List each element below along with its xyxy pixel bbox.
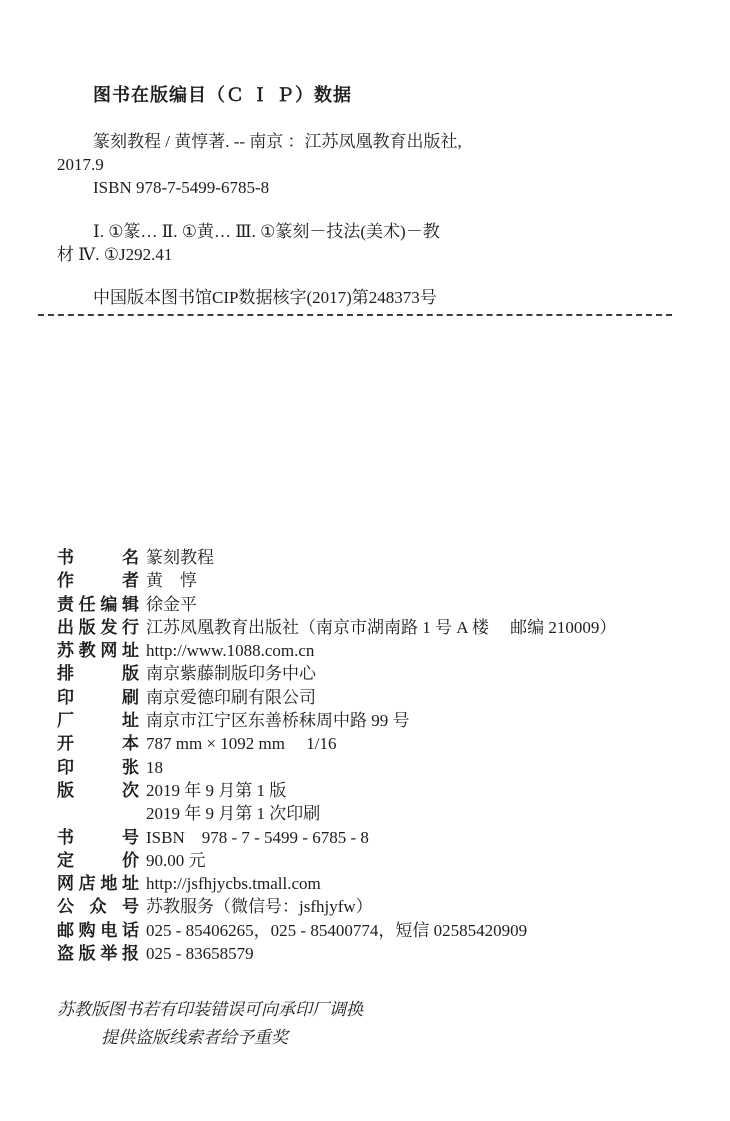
colophon-label: 版次 [57,780,139,800]
cip-entry-line-1: 篆刻教程 / 黄惇著. -- 南京 ：江苏凤凰教育出版社, [93,132,462,151]
cip-heading: 图书在版编目（Ｃ Ｉ Ｐ）数据 [93,85,353,105]
notice-section [57,996,363,1052]
notice-line-2: 提供盗版线索者给予重奖 [101,1028,288,1047]
colophon-row-book-title [57,546,707,569]
colophon-row-sheets [57,756,707,779]
colophon-row-author [57,569,707,592]
colophon-row-printing [57,802,707,825]
colophon-value: ISBN 978 - 7 - 5499 - 6785 - 8 [146,827,369,847]
colophon-label: 定价 [57,850,139,870]
colophon-label: 书名 [57,548,139,567]
colophon-label: 书号 [57,827,139,847]
colophon-row-website [57,639,707,662]
colophon-value: 2019 年 9 月第 1 次印刷 [146,804,321,824]
colophon-row-publisher [57,616,707,639]
cip-registry-line: 中国版本图书馆CIP数据核字(2017)第248373号 [93,288,437,307]
colophon-value: 篆刻教程 [146,548,214,567]
colophon-label: 责任编辑 [57,594,139,614]
notice-line-1: 苏教版图书若有印装错误可向承印厂调换 [57,1000,363,1019]
colophon-row-typesetting [57,662,707,685]
colophon-value: 南京市江宁区东善桥秣周中路 99 号 [146,711,410,731]
colophon-label: 排版 [57,664,139,684]
colophon-label: 印刷 [57,687,139,707]
cip-entry-line-2: 2017.9 [57,155,104,174]
colophon-row-wechat [57,895,707,918]
colophon-row-isbn [57,826,707,849]
colophon-label: 出版发行 [57,617,139,637]
colophon-row-editor [57,593,707,616]
colophon-value: 18 [146,757,163,777]
cip-section [57,84,682,309]
colophon-label: 开本 [57,734,139,754]
cip-classification-line-2: 材 Ⅳ. ①J292.41 [57,245,173,264]
colophon-value: 025 - 85406265，025 - 85400774，短信 02585420909 [146,920,528,940]
colophon-value: 90.00 元 [146,850,206,870]
colophon-row-factory-address [57,709,707,732]
colophon-label: 作者 [57,571,139,591]
colophon-value: 江苏凤凰教育出版社（南京市湖南路 1 号 A 楼 邮编 210009） [146,617,617,637]
colophon-value: http://www.1088.com.cn [146,641,315,661]
colophon-value: 南京紫藤制版印务中心 [146,664,316,684]
colophon-label: 网店地址 [57,874,139,894]
dashed-divider-line [38,314,672,316]
cip-isbn-line: ISBN 978-7-5499-6785-8 [93,178,270,197]
cip-classification-line-1: Ⅰ. ①篆… Ⅱ. ①黄… Ⅲ. ①篆刻－技法(美术)－教 [93,222,440,241]
colophon-row-format [57,732,707,755]
colophon-value: 787 mm × 1092 mm 1/16 [146,734,337,754]
colophon-value: 025 - 83658579 [146,944,254,964]
colophon-label: 厂址 [57,711,139,731]
colophon-value: 黄 惇 [146,571,197,591]
colophon-value: 2019 年 9 月第 1 版 [146,780,287,800]
colophon-label: 印张 [57,757,139,777]
colophon-row-online-store [57,872,707,895]
colophon-row-piracy-report [57,942,707,965]
colophon-value: 徐金平 [146,594,197,614]
colophon-row-mail-order-phone [57,919,707,942]
colophon-value: 南京爱德印刷有限公司 [146,687,316,707]
colophon-label: 邮购电话 [57,920,139,940]
colophon-label: 公众号 [57,897,139,917]
colophon-row-price [57,849,707,872]
colophon-table [57,546,707,965]
colophon-row-edition [57,779,707,802]
colophon-row-printer [57,686,707,709]
colophon-value: http://jsfhjycbs.tmall.com [146,874,321,894]
colophon-value: 苏教服务（微信号：jsfhjyfw） [146,897,373,917]
colophon-label: 盗版举报 [57,944,139,964]
colophon-label: 苏教网址 [57,641,139,661]
